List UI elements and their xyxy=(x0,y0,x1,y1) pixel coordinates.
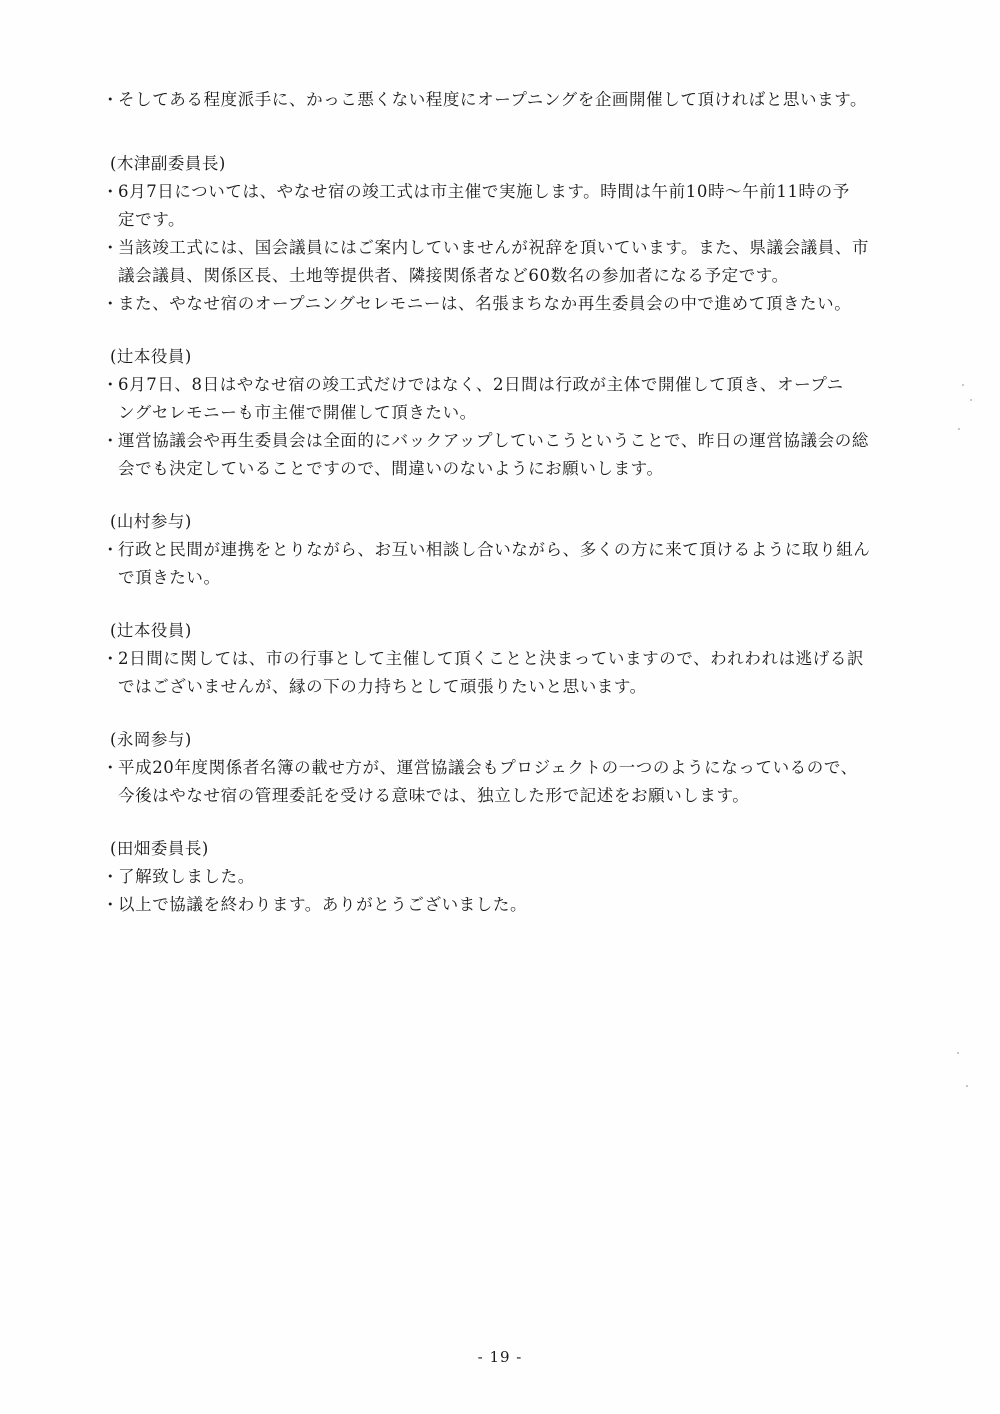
item-text-line: で頂きたい。 xyxy=(118,568,221,587)
item-text-line: 定です。 xyxy=(118,210,186,229)
speaker-section xyxy=(102,508,922,592)
bullet-item xyxy=(102,86,922,114)
bullet-mark: ・ xyxy=(102,431,120,450)
item-text-line: 会でも決定していることですので、間違いのないようにお願いします。 xyxy=(118,459,664,478)
bullet-mark: ・ xyxy=(102,867,120,886)
item-text-line: 平成20年度関係者名簿の載せ方が、運営協議会もプロジェクトの一つのようになっているので、 xyxy=(118,758,858,777)
page-number: - 19 - xyxy=(477,1348,523,1366)
speaker-label: (辻本役員) xyxy=(110,347,192,366)
bullet-mark: ・ xyxy=(102,758,120,777)
scan-speck xyxy=(962,384,964,386)
item-text-line: そしてある程度派手に、かっこ悪くない程度にオープニングを企画開催して頂ければと思います。 xyxy=(118,90,868,109)
item-text-line: ではございませんが、縁の下の力持ちとして頑張りたいと思います。 xyxy=(118,677,647,696)
item-text-line: 今後はやなせ宿の管理委託を受ける意味では、独立した形で記述をお願いします。 xyxy=(118,786,750,805)
scan-speck xyxy=(966,1085,968,1087)
speaker-section xyxy=(102,150,922,318)
item-text-line: 6月7日、8日はやなせ宿の竣工式だけではなく、2日間は行政が主体で開催して頂き、オープニ xyxy=(118,375,844,394)
speaker-section xyxy=(102,343,922,483)
item-text-line: 6月7日については、やなせ宿の竣工式は市主催で実施します。時間は午前10時～午前11時の予 xyxy=(118,182,850,201)
bullet-item xyxy=(102,290,922,318)
bullet-item xyxy=(102,178,922,234)
scan-speck xyxy=(958,428,960,430)
scan-speck xyxy=(970,399,972,401)
item-text-line: また、やなせ宿のオープニングセレモニーは、名張まちなか再生委員会の中で進めて頂きたい。 xyxy=(118,294,852,313)
bullet-mark: ・ xyxy=(102,375,120,394)
speaker-label: (田畑委員長) xyxy=(110,839,209,858)
speaker-section xyxy=(102,835,922,919)
bullet-mark: ・ xyxy=(102,540,120,559)
speaker-label: (辻本役員) xyxy=(110,621,192,640)
bullet-mark: ・ xyxy=(102,294,120,313)
minutes-body xyxy=(102,86,922,944)
speaker-section xyxy=(102,726,922,810)
bullet-mark: ・ xyxy=(102,238,120,257)
speaker-label: (山村参与) xyxy=(110,512,192,531)
bullet-item xyxy=(102,891,922,919)
item-text-line: ングセレモニーも市主催で開催して頂きたい。 xyxy=(118,403,477,422)
bullet-item xyxy=(102,645,922,701)
bullet-mark: ・ xyxy=(102,649,120,668)
item-text-line: 了解致しました。 xyxy=(118,867,255,886)
speaker-section xyxy=(102,617,922,701)
item-text-line: 以上で協議を終わります。ありがとうございました。 xyxy=(118,895,528,914)
bullet-item xyxy=(102,536,922,592)
speaker-label: (永岡参与) xyxy=(110,730,192,749)
bullet-item xyxy=(102,754,922,810)
item-text-line: 2日間に関しては、市の行事として主催して頂くことと決まっていますので、われわれは逃げる訳 xyxy=(118,649,865,668)
item-text-line: 運営協議会や再生委員会は全面的にバックアップしていこうということで、昨日の運営協議会の総 xyxy=(118,431,869,450)
item-text-line: 議会議員、関係区長、土地等提供者、隣接関係者など60数名の参加者になる予定です。 xyxy=(118,266,789,285)
item-text-line: 行政と民間が連携をとりながら、お互い相談し合いながら、多くの方に来て頂けるように取り組ん xyxy=(118,540,871,559)
bullet-mark: ・ xyxy=(102,895,120,914)
opening-section xyxy=(102,86,922,114)
bullet-mark: ・ xyxy=(102,182,120,201)
scan-speck xyxy=(957,1052,959,1054)
bullet-item xyxy=(102,427,922,483)
bullet-item xyxy=(102,371,922,427)
speaker-label: (木津副委員長) xyxy=(110,154,226,173)
bullet-item xyxy=(102,234,922,290)
item-text-line: 当該竣工式には、国会議員にはご案内していませんが祝辞を頂いています。また、県議会議員、市 xyxy=(118,238,870,257)
bullet-mark: ・ xyxy=(102,90,120,109)
bullet-item xyxy=(102,863,922,891)
